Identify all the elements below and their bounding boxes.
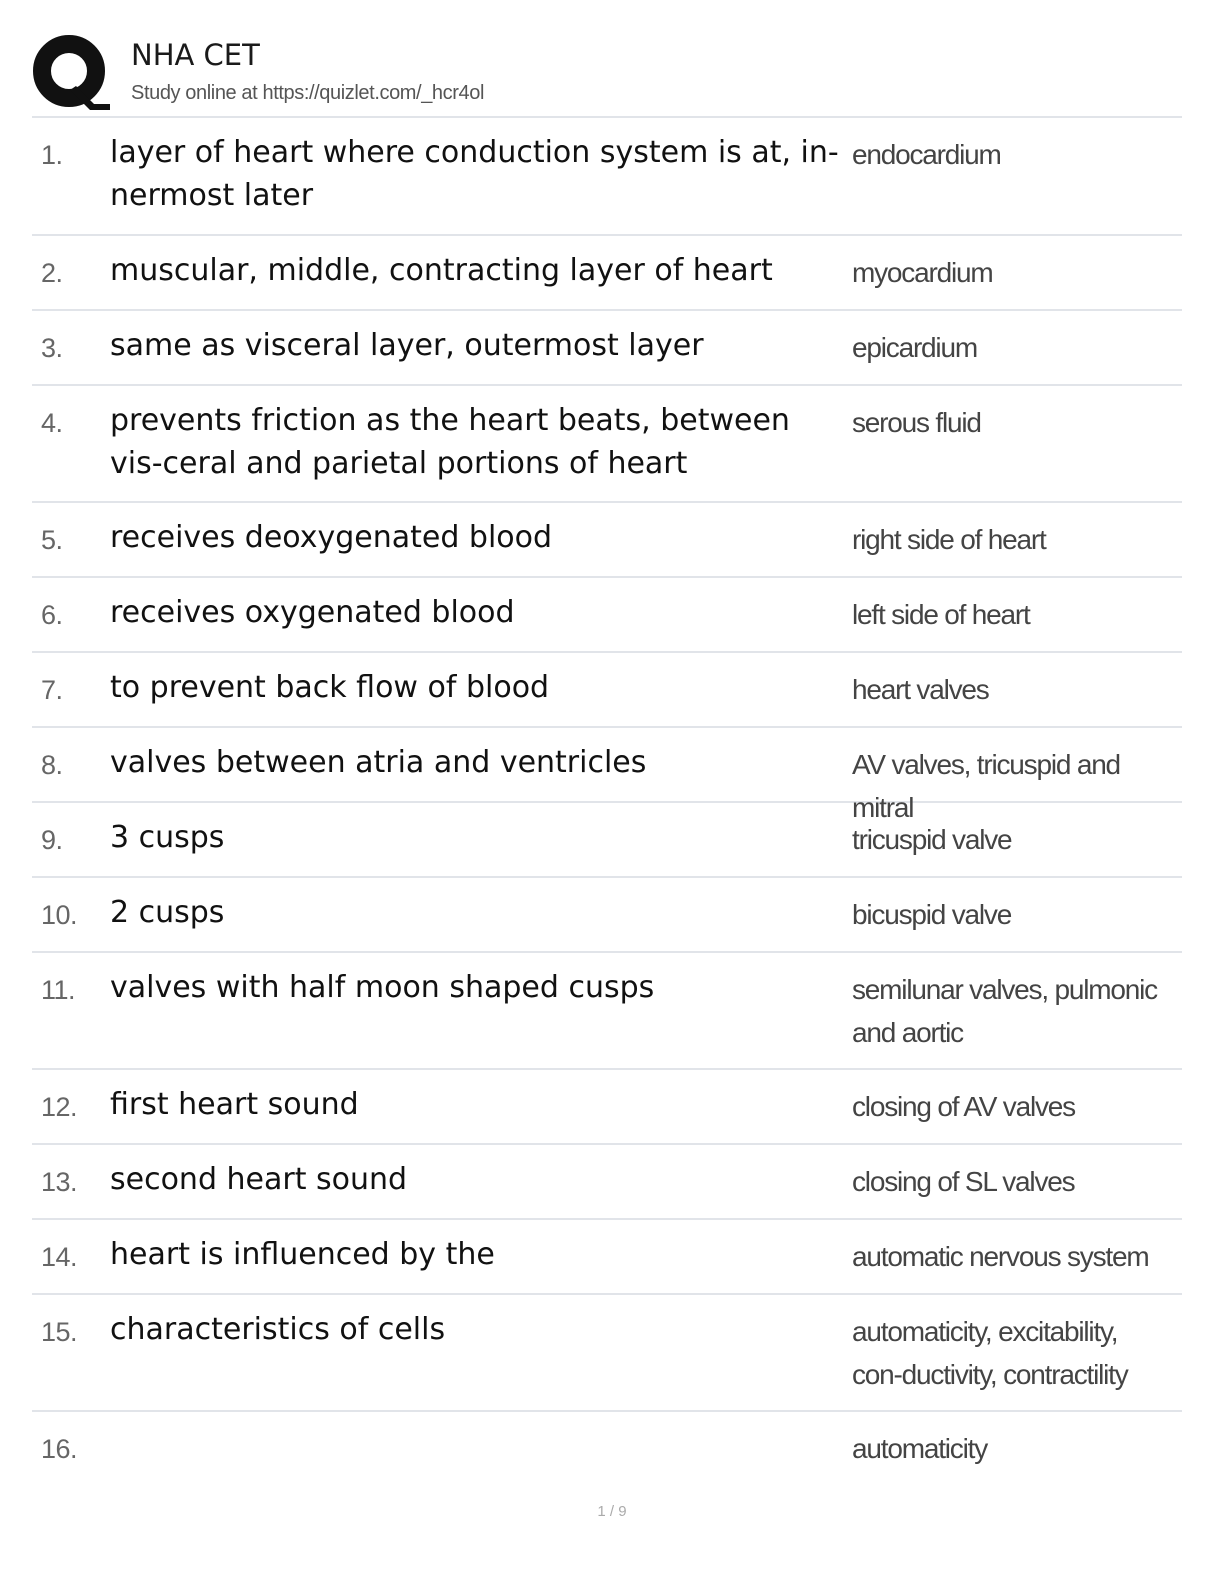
card-row: [32, 653, 1182, 728]
card-row: [32, 1070, 1182, 1145]
card-definition: automatic nervous system: [852, 1241, 1149, 1272]
card-number: 1.: [41, 140, 63, 170]
card-number: 16.: [41, 1434, 78, 1464]
card-term: receives deoxygenated blood: [110, 520, 553, 555]
card-row: [32, 1295, 1182, 1412]
study-online-link[interactable]: Study online at https://quizlet.com/_hcr4ol: [131, 82, 485, 104]
card-number: 15.: [41, 1317, 78, 1347]
card-definition: endocardium: [852, 139, 1001, 170]
card-term: heart is influenced by the: [110, 1237, 495, 1272]
card-definition: left side of heart: [852, 599, 1030, 630]
card-definition: serous fluid: [852, 407, 981, 438]
card-row: [32, 1145, 1182, 1220]
card-term: second heart sound: [110, 1162, 408, 1197]
card-number: 2.: [41, 258, 63, 288]
card-term: first heart sound: [110, 1087, 359, 1122]
card-definition: right side of heart: [852, 524, 1046, 555]
card-term: receives oxygenated blood: [110, 595, 515, 630]
card-row: [32, 1412, 1182, 1487]
card-row: [32, 118, 1182, 236]
card-number: 13.: [41, 1167, 78, 1197]
card-term: 2 cusps: [110, 895, 225, 930]
card-definition: automaticity, excitability, con-ductivity, contractility: [852, 1316, 1128, 1390]
card-number: 12.: [41, 1092, 78, 1122]
card-number: 11.: [41, 975, 76, 1005]
card-term: muscular, middle, contracting layer of heart: [110, 253, 773, 288]
page-number: 1 / 9: [597, 1503, 627, 1520]
card-definition: epicardium: [852, 332, 977, 363]
card-term: valves between atria and ventricles: [110, 745, 647, 780]
card-row: [32, 503, 1182, 578]
card-definition: heart valves: [852, 674, 989, 705]
card-definition: myocardium: [852, 257, 993, 288]
card-number: 8.: [41, 750, 63, 780]
card-number: 3.: [41, 333, 63, 363]
quizlet-logo-icon: [32, 34, 110, 110]
card-row: [32, 953, 1182, 1070]
card-number: 7.: [41, 675, 63, 705]
card-term: 3 cusps: [110, 820, 225, 855]
card-row: [32, 803, 1182, 878]
card-row: [32, 386, 1182, 503]
card-definition: bicuspid valve: [852, 899, 1012, 930]
card-definition: AV valves, tricuspid and mitral: [852, 749, 1120, 823]
card-term: characteristics of cells: [110, 1312, 446, 1347]
card-term: same as visceral layer, outermost layer: [110, 328, 704, 363]
card-definition: tricuspid valve: [852, 824, 1012, 855]
card-row: [32, 878, 1182, 953]
card-term: layer of heart where conduction system is at, in-nermost later: [110, 135, 839, 213]
card-term: to prevent back flow of blood: [110, 670, 550, 705]
card-number: 5.: [41, 525, 63, 555]
page-header: [32, 32, 1182, 114]
card-term: valves with half moon shaped cusps: [110, 970, 655, 1005]
card-definition: closing of SL valves: [852, 1166, 1075, 1197]
card-number: 14.: [41, 1242, 78, 1272]
card-term: prevents friction as the heart beats, between vis-ceral and parietal portions of heart: [110, 403, 790, 481]
card-definition: semilunar valves, pulmonic and aortic: [852, 974, 1157, 1048]
card-number: 9.: [41, 825, 63, 855]
flashcard-list: [32, 116, 1182, 1487]
card-definition: closing of AV valves: [852, 1091, 1075, 1122]
card-row: [32, 578, 1182, 653]
document-title: NHA CET: [131, 38, 260, 72]
card-row: [32, 236, 1182, 311]
card-row: [32, 1220, 1182, 1295]
card-number: 10.: [41, 900, 78, 930]
card-definition: automaticity: [852, 1433, 987, 1464]
card-row: [32, 311, 1182, 386]
card-number: 4.: [41, 408, 63, 438]
card-number: 6.: [41, 600, 63, 630]
card-row: [32, 728, 1182, 823]
